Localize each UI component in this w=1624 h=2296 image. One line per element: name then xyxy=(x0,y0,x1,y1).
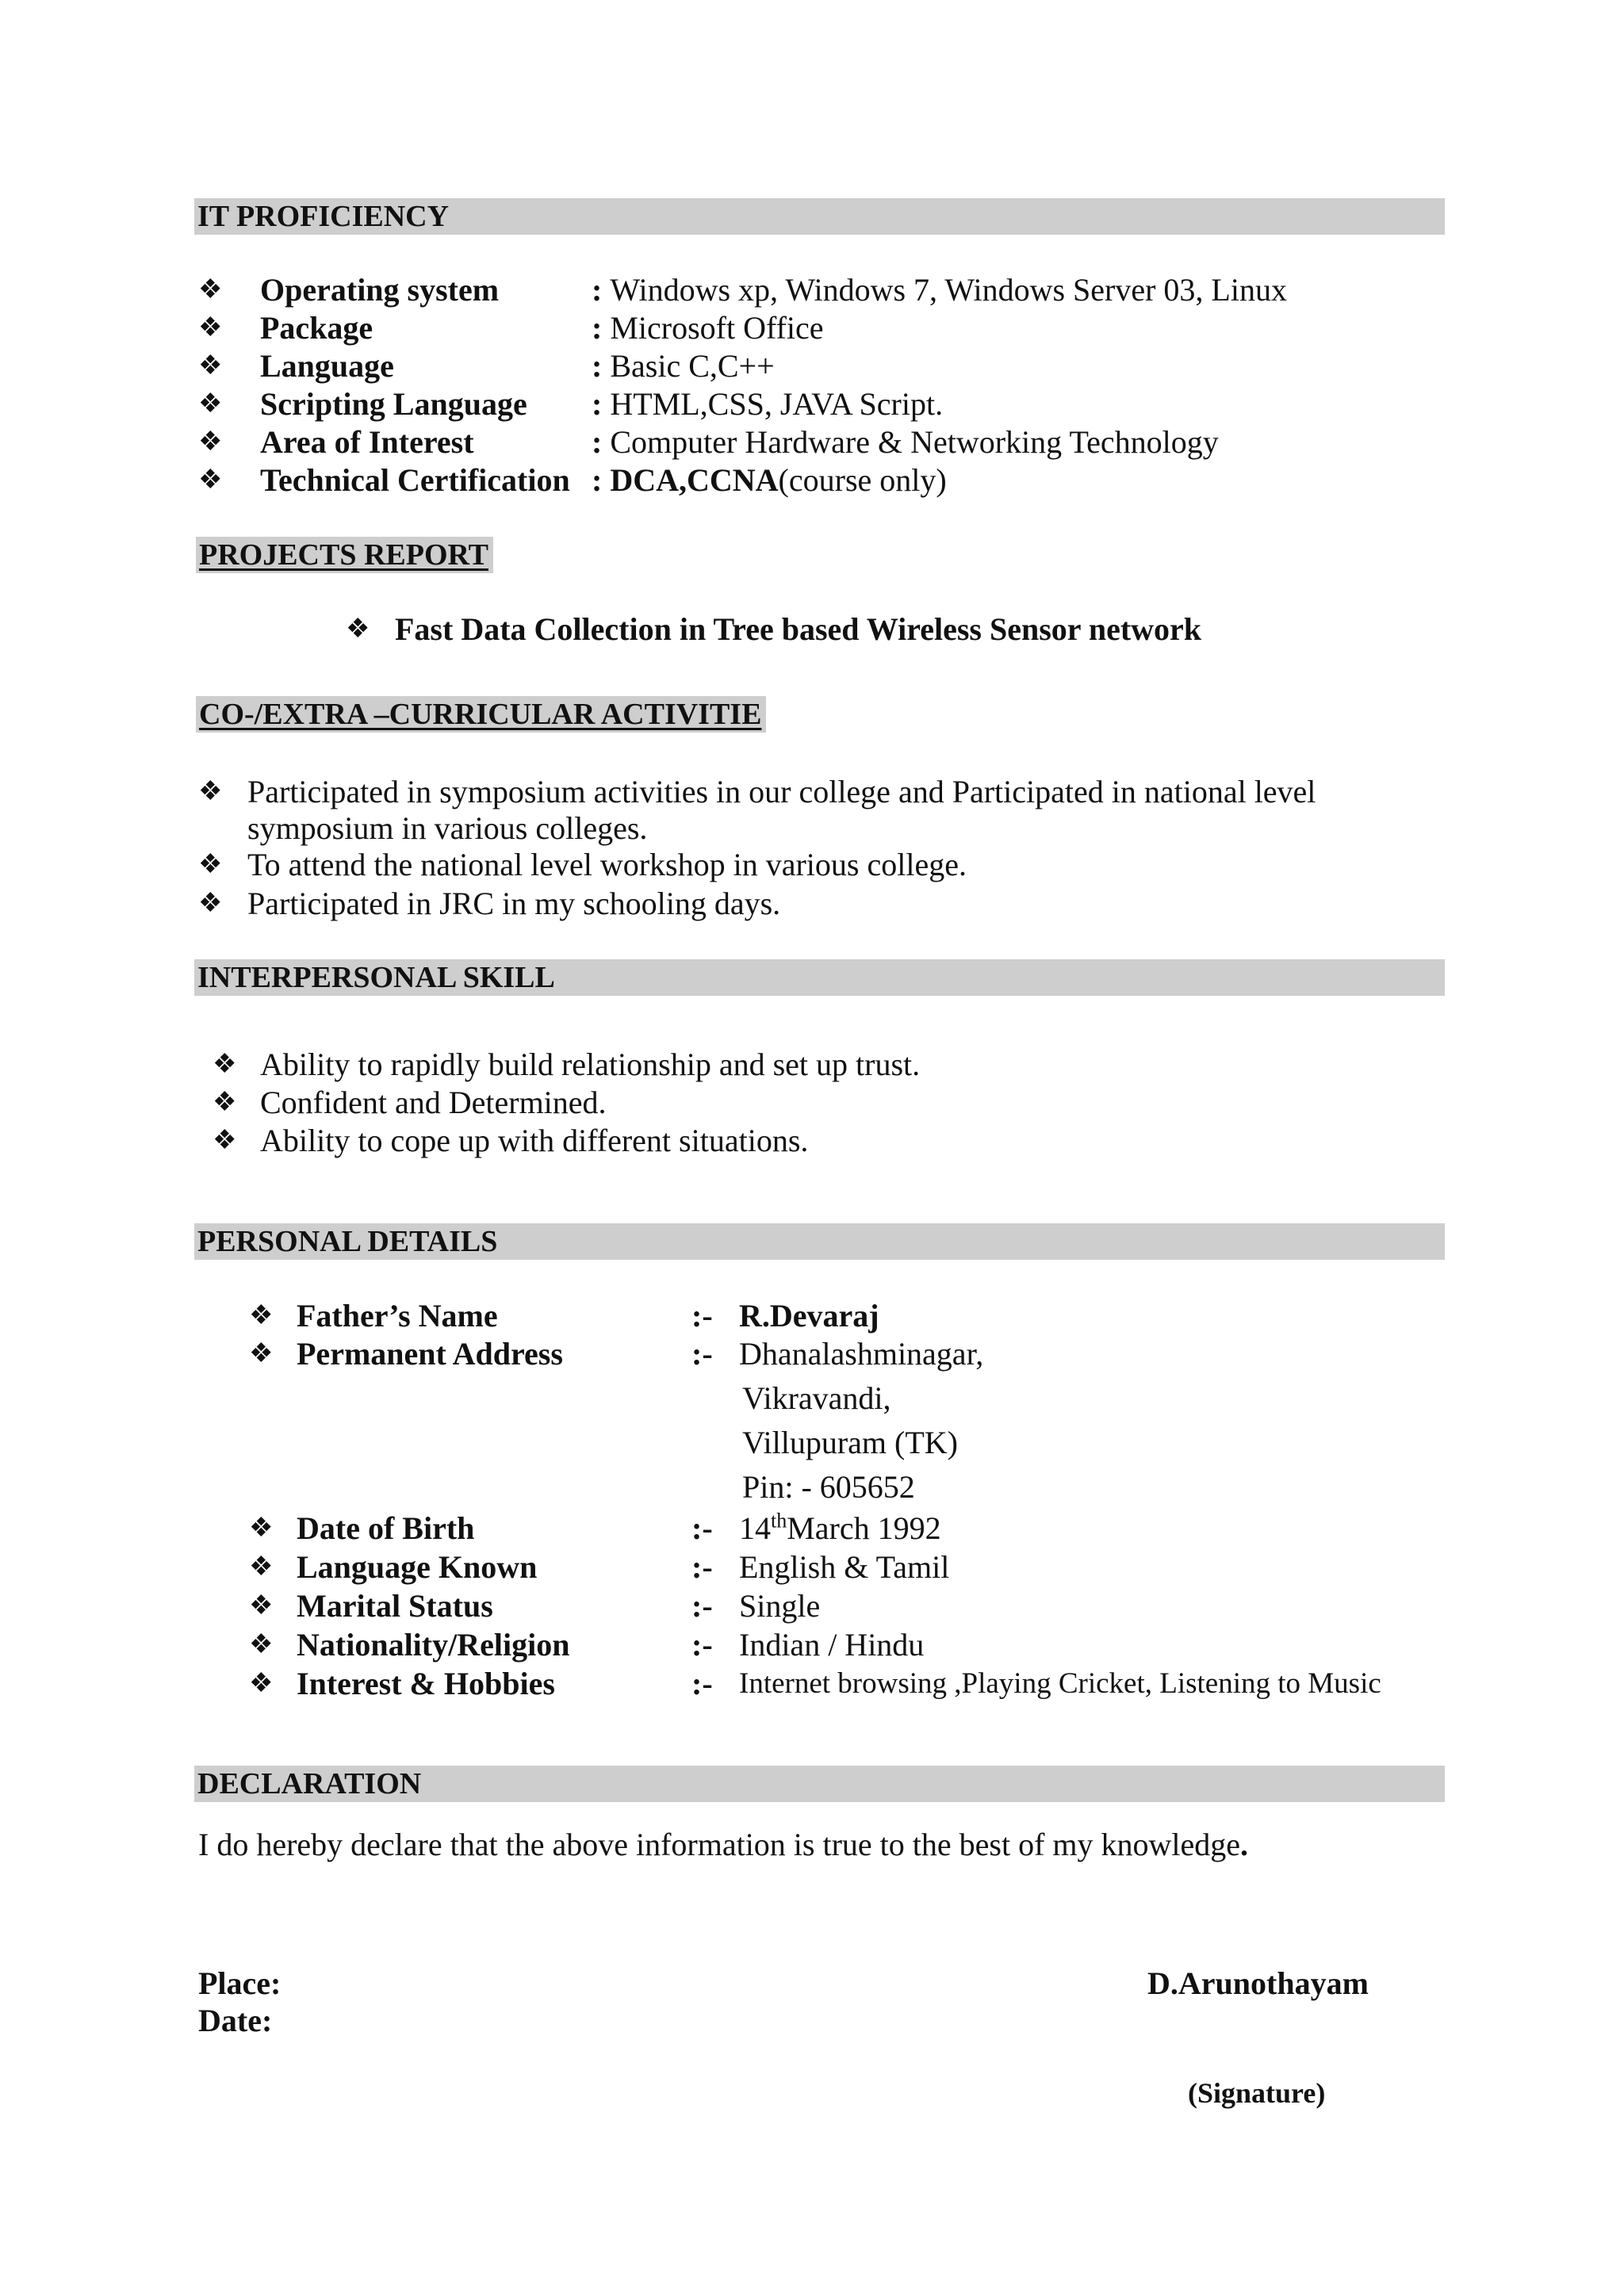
section-header-declaration: DECLARATION xyxy=(194,1766,1445,1802)
skill-text: Ability to rapidly build relationship and set up trust. xyxy=(260,1047,921,1082)
skill-value: : Basic C,C++ xyxy=(592,348,775,384)
diamond-bullet-icon: ❖ xyxy=(198,427,223,457)
separator: :- xyxy=(691,1549,713,1585)
diamond-bullet-icon: ❖ xyxy=(198,351,223,381)
skill-text: Confident and Determined. xyxy=(260,1085,607,1120)
skill-label: Operating system xyxy=(260,272,500,308)
section-header-projects: PROJECTS REPORT xyxy=(196,537,493,573)
nationality-label: Nationality/Religion xyxy=(297,1627,570,1663)
skill-value: : Microsoft Office xyxy=(592,310,824,346)
diamond-bullet-icon: ❖ xyxy=(198,777,223,806)
section-header-it-proficiency: IT PROFICIENCY xyxy=(194,198,1445,235)
hobbies-value: Internet browsing ,Playing Cricket, Listening to Music xyxy=(739,1667,1381,1700)
diamond-bullet-icon: ❖ xyxy=(198,275,223,304)
diamond-bullet-icon: ❖ xyxy=(213,1126,237,1155)
activity-text: Participated in JRC in my schooling days. xyxy=(247,886,781,921)
diamond-bullet-icon: ❖ xyxy=(213,1088,237,1117)
address-line: Pin: - 605652 xyxy=(742,1469,915,1505)
diamond-bullet-icon: ❖ xyxy=(249,1630,274,1659)
dob-label: Date of Birth xyxy=(297,1510,475,1546)
separator: :- xyxy=(691,1336,713,1372)
diamond-bullet-icon: ❖ xyxy=(249,1301,274,1330)
place-label: Place: xyxy=(198,1965,282,2001)
date-label: Date: xyxy=(198,2003,273,2038)
skill-value: : DCA,CCNA(course only) xyxy=(592,462,947,498)
diamond-bullet-icon: ❖ xyxy=(249,1513,274,1543)
diamond-bullet-icon: ❖ xyxy=(198,889,223,918)
diamond-bullet-icon: ❖ xyxy=(198,850,223,879)
marital-value: Single xyxy=(739,1588,821,1624)
section-header-interpersonal: INTERPERSONAL SKILL xyxy=(194,959,1445,996)
skill-value: : Windows xp, Windows 7, Windows Server 03, Linux xyxy=(592,272,1287,308)
skill-label: Package xyxy=(260,310,373,346)
diamond-bullet-icon: ❖ xyxy=(213,1050,237,1079)
address-line: Dhanalashminagar, xyxy=(739,1336,984,1372)
address-line: Vikravandi, xyxy=(742,1380,891,1416)
nationality-value: Indian / Hindu xyxy=(739,1627,925,1663)
activity-text: To attend the national level workshop in various college. xyxy=(247,847,967,882)
skill-value: : HTML,CSS, JAVA Script. xyxy=(592,386,944,422)
skill-label: Area of Interest xyxy=(260,424,474,460)
skill-label: Language xyxy=(260,348,394,384)
diamond-bullet-icon: ❖ xyxy=(249,1339,274,1368)
hobbies-label: Interest & Hobbies xyxy=(297,1666,555,1701)
diamond-bullet-icon: ❖ xyxy=(249,1591,274,1621)
diamond-bullet-icon: ❖ xyxy=(198,465,223,495)
declaration-text: I do hereby declare that the above information is true to the best of my knowledge. xyxy=(198,1827,1249,1862)
section-header-personal-details: PERSONAL DETAILS xyxy=(194,1223,1445,1260)
address-label: Permanent Address xyxy=(297,1336,563,1372)
fathers-name-label: Father’s Name xyxy=(297,1298,498,1334)
section-header-activities: CO-/EXTRA –CURRICULAR ACTIVITIE xyxy=(196,696,766,733)
diamond-bullet-icon: ❖ xyxy=(249,1669,274,1698)
activity-text-continued: symposium in various colleges. xyxy=(247,810,648,846)
language-value: English & Tamil xyxy=(739,1549,950,1585)
separator: :- xyxy=(691,1588,713,1624)
skill-value: : Computer Hardware & Networking Technology xyxy=(592,424,1219,460)
language-label: Language Known xyxy=(297,1549,538,1585)
skill-text: Ability to cope up with different situations. xyxy=(260,1123,809,1158)
separator: :- xyxy=(691,1298,713,1334)
applicant-name: D.Arunothayam xyxy=(1147,1965,1369,2001)
skill-label: Technical Certification xyxy=(260,462,570,498)
diamond-bullet-icon: ❖ xyxy=(198,313,223,342)
signature-label: (Signature) xyxy=(1188,2077,1326,2109)
skill-label: Scripting Language xyxy=(260,386,527,422)
separator: :- xyxy=(691,1627,713,1663)
fathers-name-value: R.Devaraj xyxy=(739,1298,879,1334)
diamond-bullet-icon: ❖ xyxy=(346,614,370,644)
address-line: Villupuram (TK) xyxy=(742,1425,958,1460)
diamond-bullet-icon: ❖ xyxy=(198,389,223,419)
activity-text: Participated in symposium activities in our college and Participated in national level xyxy=(247,774,1316,809)
separator: :- xyxy=(691,1666,713,1701)
diamond-bullet-icon: ❖ xyxy=(249,1552,274,1582)
dob-value: 14thMarch 1992 xyxy=(739,1509,941,1546)
separator: :- xyxy=(691,1510,713,1546)
marital-label: Marital Status xyxy=(297,1588,493,1624)
project-title: Fast Data Collection in Tree based Wireless Sensor network xyxy=(395,611,1202,647)
